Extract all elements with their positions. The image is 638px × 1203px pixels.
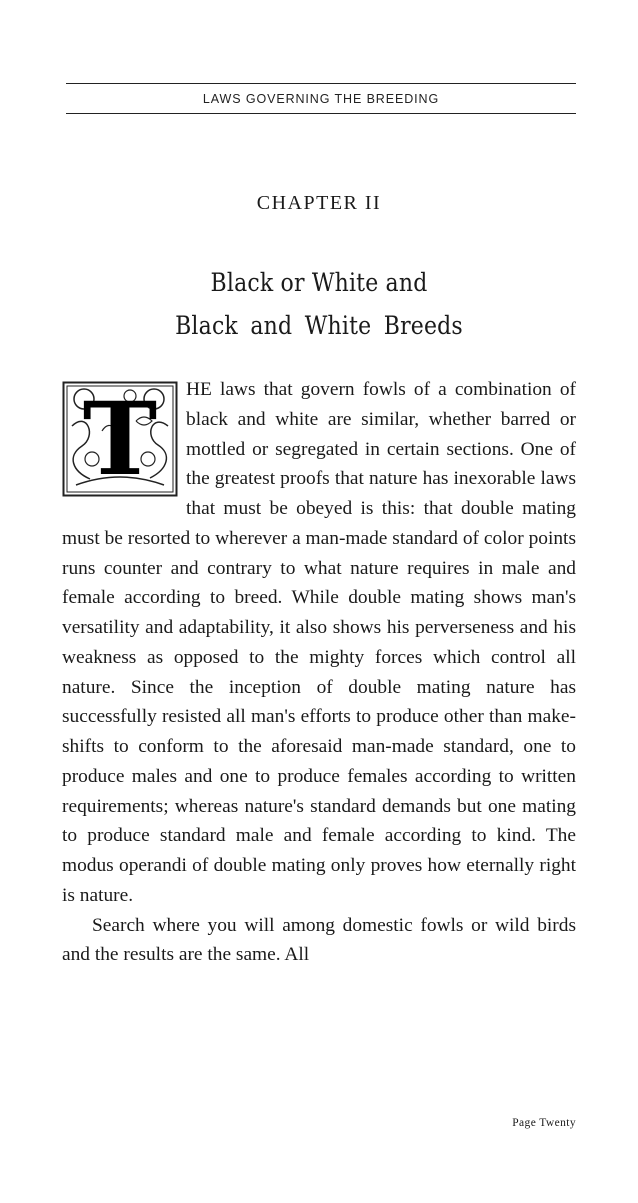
- chapter-label: CHAPTER II: [256, 192, 382, 214]
- paragraph-1-text: HE laws that govern fowls of a combination of black and white are similar, whether barred or mottled or segregated in certain sections. One of the greatest proofs that nature has inexorable laws that must be obeyed is this: that double mating must be resorted to wherever a man-made standard of color points runs counter and contrary to what nature requires in male and female according to breed. While double mating shows man's versatility and adaptability, it also shows his perverseness and his weakness as opposed to the mighty forces which control all nature. Since the inception of double mating nature has successfully resisted all man's efforts to produce other than make-shifts to conform to the aforesaid man-made standard, one to produce males and one to produce females according to written requirements; whereas nature's standard demands but one mating to produce standard male and female according to kind. The modus operandi of double mating only proves how eternally right is nature.: [62, 379, 576, 906]
- header-top-rule: [66, 83, 576, 84]
- body-text: [62, 375, 576, 970]
- running-head: LAWS GOVERNING THE BREEDING: [202, 92, 440, 106]
- paragraph-1: [62, 375, 576, 911]
- drop-cap-letter: T: [82, 380, 158, 498]
- drop-cap: [62, 381, 178, 497]
- chapter-title-line-2: Black and White Breeds: [175, 311, 463, 340]
- page-number: Page Twenty: [512, 1117, 576, 1129]
- chapter-title-line-1: Black or White and: [210, 268, 428, 297]
- header-bottom-rule: [66, 113, 576, 114]
- paragraph-2: Search where you will among domestic fowls or wild birds and the results are the same. All: [62, 914, 576, 966]
